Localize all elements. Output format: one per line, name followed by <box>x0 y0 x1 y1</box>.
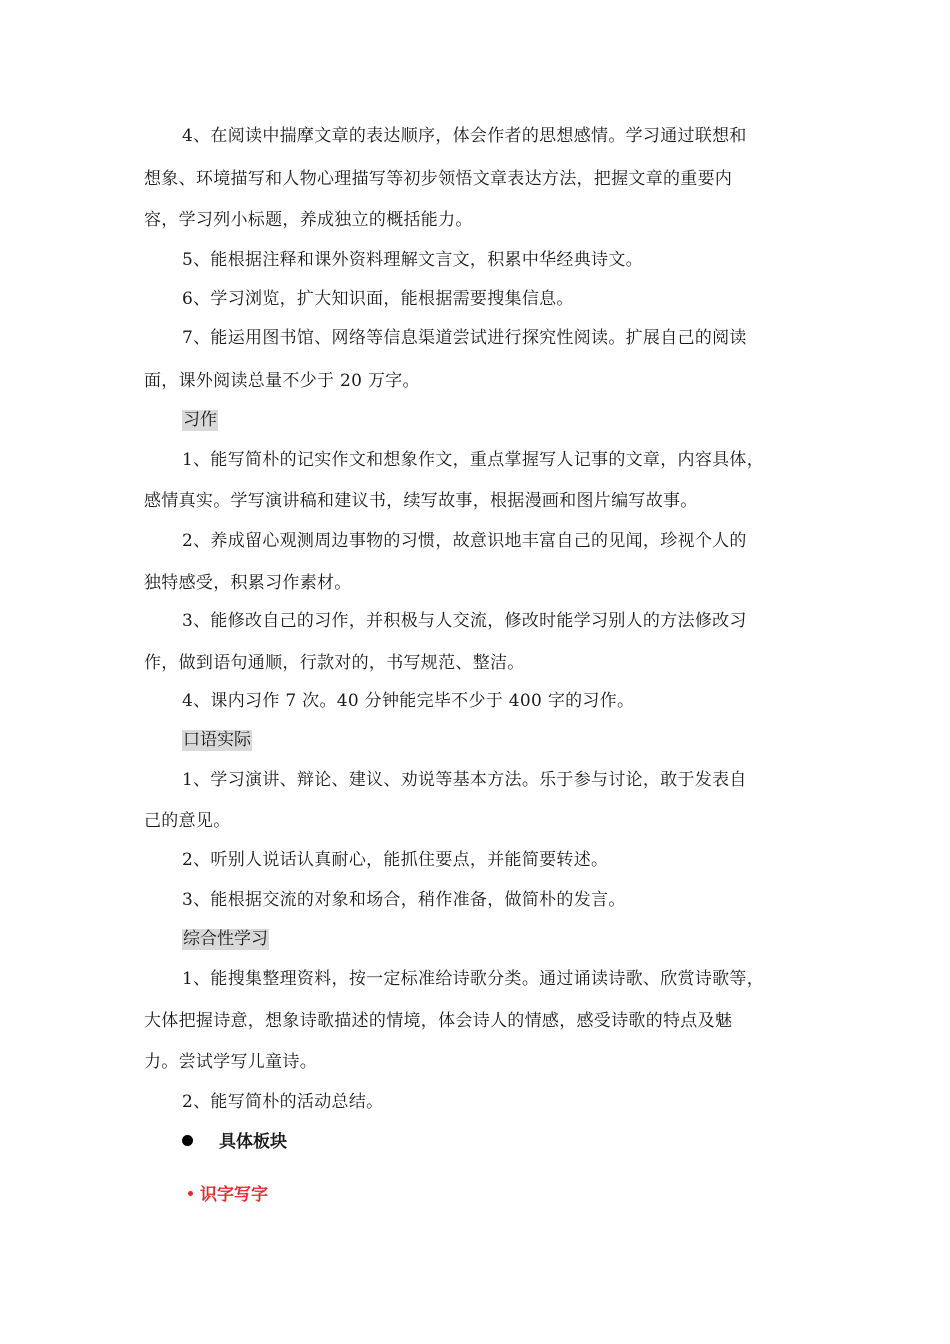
oral-heading: 口语实际 <box>183 730 251 750</box>
subsection-row <box>188 1184 268 1206</box>
comprehensive-item-2: 2、能写简朴的活动总结。 <box>182 1092 384 1112</box>
writing-item-1-line-1: 1、能写简朴的记实作文和想象作文，重点掌握写人记事的文章，内容具体， <box>182 450 765 470</box>
oral-item-1-line-2: 己的意见。 <box>144 811 231 831</box>
writing-item-4: 4、课内习作 7 次。40 分钟能完毕不少于 400 字的习作。 <box>182 691 635 711</box>
reading-item-6: 6、学习浏览，扩大知识面，能根据需要搜集信息。 <box>182 289 574 309</box>
filled-circle-bullet-icon <box>182 1135 193 1146</box>
reading-item-5: 5、能根据注释和课外资料理解文言文，积累中华经典诗文。 <box>182 250 643 270</box>
comprehensive-heading: 综合性学习 <box>183 929 268 949</box>
comprehensive-item-1-line-3: 力。尝试学写儿童诗。 <box>144 1052 317 1072</box>
section-bullet-title: 具体板块 <box>219 1132 287 1152</box>
writing-item-3-line-1: 3、能修改自己的习作，并积极与人交流，修改时能学习别人的方法修改习 <box>182 611 747 631</box>
reading-item-7-line-1: 7、能运用图书馆、网络等信息渠道尝试进行探究性阅读。扩展自己的阅读 <box>182 328 747 348</box>
oral-item-3: 3、能根据交流的对象和场合，稍作准备，做简朴的发言。 <box>182 890 626 910</box>
oral-item-2: 2、听别人说话认真耐心，能抓住要点，并能简要转述。 <box>182 850 609 870</box>
writing-item-1-line-2: 感情真实。学写演讲稿和建议书，续写故事，根据漫画和图片编写故事。 <box>144 491 698 511</box>
writing-item-3-line-2: 作，做到语句通顺，行款对的，书写规范、整洁。 <box>144 653 525 673</box>
reading-item-4-line-1: 4、在阅读中揣摩文章的表达顺序，体会作者的思想感情。学习通过联想和 <box>182 126 747 146</box>
section-bullet-row <box>182 1131 287 1153</box>
writing-item-2-line-2: 独特感受，积累习作素材。 <box>144 573 352 593</box>
subsection-title: 识字写字 <box>200 1185 268 1205</box>
reading-item-4-line-3: 容，学习列小标题，养成独立的概括能力。 <box>144 210 473 230</box>
writing-item-2-line-1: 2、养成留心观测周边事物的习惯，故意识地丰富自己的见闻，珍视个人的 <box>182 531 747 551</box>
oral-item-1-line-1: 1、学习演讲、辩论、建议、劝说等基本方法。乐于参与讨论，敢于发表自 <box>182 770 747 790</box>
comprehensive-item-1-line-2: 大体把握诗意，想象诗歌描述的情境，体会诗人的情感，感受诗歌的特点及魅 <box>144 1011 733 1031</box>
comprehensive-item-1-line-1: 1、能搜集整理资料，按一定标准给诗歌分类。通过诵读诗歌、欣赏诗歌等， <box>182 969 765 989</box>
reading-item-4-line-2: 想象、环境描写和人物心理描写等初步领悟文章表达方法，把握文章的重要内 <box>144 169 733 189</box>
small-bullet-icon <box>188 1191 193 1196</box>
reading-item-7-line-2: 面，课外阅读总量不少于 20 万字。 <box>144 371 420 391</box>
writing-heading: 习作 <box>183 410 217 430</box>
